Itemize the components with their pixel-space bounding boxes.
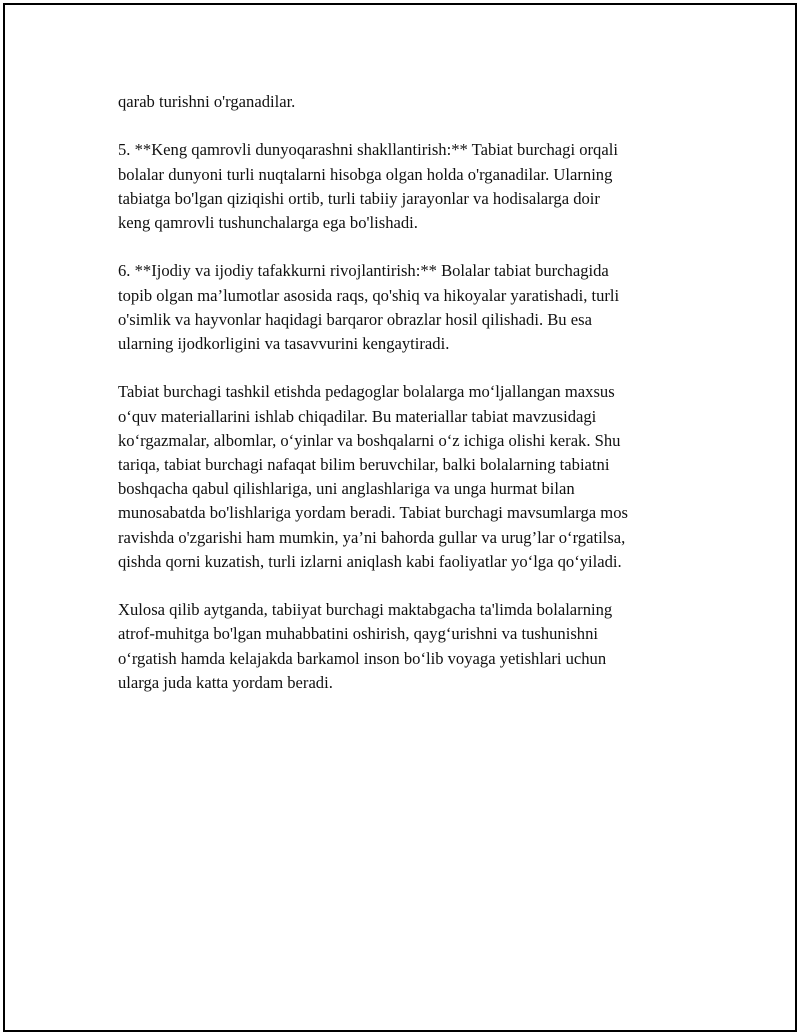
paragraph-continuation: qarab turishni o'rganadilar.: [118, 92, 296, 111]
document-body: [118, 90, 708, 719]
paragraph-materials: Tabiat burchagi tashkil etishda pedagoglar bolalarga mo‘ljallangan maxsus o‘quv materiallarini ishlab chiqadilar. Bu materiallar tabiat mavzusidagi ko‘rgazmalar, albomlar, o‘yinlar va boshqalarni o‘z ichiga olishi kerak. Shu tariqa, tabiat burchagi nafaqat bilim beruvchilar, balki bolalarning tabiatni boshqacha qabul qilishlariga, uni anglashlariga va unga hurmat bilan munosabatda bo'lishlariga yordam beradi. Tabiat burchagi mavsumlarga mos ravishda o'zgarishi ham mumkin, ya’ni bahorda gullar va urug’lar o‘rgatilsa, qishda qorni kuzatish, turli izlarni aniqlash kabi faoliyatlar yo‘lga qo‘yiladi.: [118, 382, 628, 571]
paragraph-conclusion: Xulosa qilib aytganda, tabiiyat burchagi maktabgacha ta'limda bolalarning atrof-muhitga bo'lgan muhabbatini oshirish, qayg‘urishni va tushunishni o‘rgatish hamda kelajakda barkamol inson bo‘lib voyaga yetishlari uchun ularga juda katta yordam beradi.: [118, 600, 613, 692]
paragraph-item-5: 5. **Keng qamrovli dunyoqarashni shakllantirish:** Tabiat burchagi orqali bolalar dunyoni turli nuqtalarni hisobga olgan holda o'rganadilar. Ularning tabiatga bo'lgan qiziqishi ortib, turli tabiiy jarayonlar va hodisalarga doir keng qamrovli tushunchalarga ega bo'lishadi.: [118, 140, 618, 232]
paragraph-item-6: 6. **Ijodiy va ijodiy tafakkurni rivojlantirish:** Bolalar tabiat burchagida topib olgan ma’lumotlar asosida raqs, qo'shiq va hikoyalar yaratishadi, turli o'simlik va hayvonlar haqidagi barqaror obrazlar hosil qilishadi. Bu esa ularning ijodkorligini va tasavvurini kengaytiradi.: [118, 261, 620, 353]
